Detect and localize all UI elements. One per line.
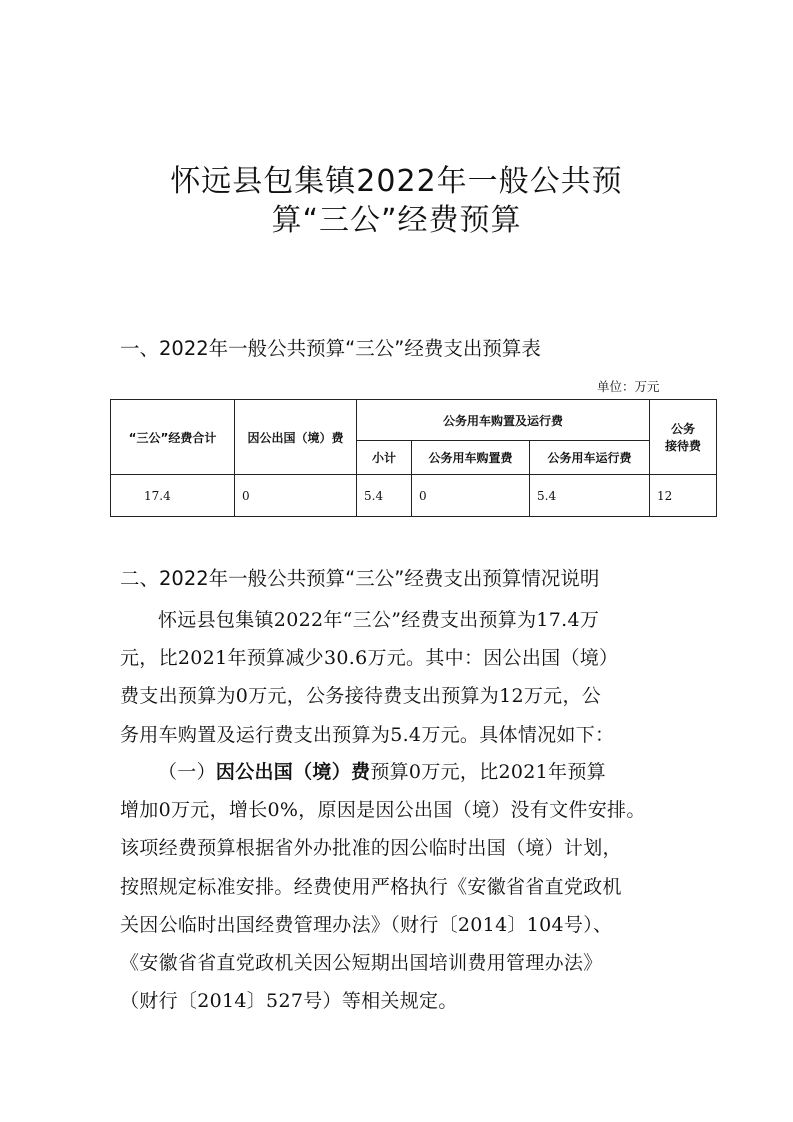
budget-table (110, 399, 717, 517)
paragraph-line: 务用车购置及运行费支出预算为5.4万元。具体情况如下： (120, 723, 615, 746)
paragraph-line: 增加0万元，增长0%，原因是因公出国（境）没有文件安排。 (120, 799, 646, 822)
paragraph-line: 关因公临时出国经费管理办法》（财行〔2014〕104号）、 (120, 913, 613, 936)
paragraph-line: 怀远县包集镇2022年“三公”经费支出预算为17.4万 (158, 609, 600, 631)
paragraph-line: 该项经费预算根据省外办批准的因公临时出国（境）计划， (120, 837, 622, 860)
header-reception-line-2: 接待费 (665, 439, 702, 453)
cell-overseas: 0 (235, 475, 357, 517)
header-vehicle-purchase: 公务用车购置费 (412, 441, 530, 475)
paragraph-text: 预算0万元，比2021年预算 (370, 761, 606, 783)
section-heading-explanation: 二、2022年一般公共预算“三公”经费支出预算情况说明 (120, 567, 600, 590)
header-overseas: 因公出国（境）费 (235, 400, 357, 475)
paragraph-line: （财行〔2014〕527号）等相关规定。 (120, 990, 458, 1013)
paragraph-line: 《安徽省省直党政机关因公短期出国培训费用管理办法》 (120, 952, 603, 975)
header-subtotal: 小计 (357, 441, 412, 475)
header-reception-line-1: 公务 (671, 422, 696, 436)
cell-reception: 12 (650, 475, 717, 517)
table-header-row (111, 400, 717, 441)
header-reception (650, 400, 717, 475)
cell-vehicle-operation: 5.4 (530, 475, 650, 517)
header-vehicle-operation: 公务用车运行费 (530, 441, 650, 475)
cell-vehicle-purchase: 0 (412, 475, 530, 517)
paragraph-line: 按照规定标准安排。经费使用严格执行《安徽省省直党政机 (120, 875, 622, 898)
page-title-line-1: 怀远县包集镇2022年一般公共预 (170, 164, 623, 199)
table-row (111, 475, 717, 517)
unit-label: 单位：万元 (597, 379, 660, 394)
paragraph-summary (120, 601, 660, 754)
paragraph-line: 元，比2021年预算减少30.6万元。其中：因公出国（境） (120, 647, 619, 670)
cell-subtotal: 5.4 (357, 475, 412, 517)
paragraph-overseas (120, 753, 660, 1020)
paragraph-first-line (120, 753, 660, 791)
page-title-line-2: 算“三公”经费预算 (271, 203, 522, 238)
section-heading-table: 一、2022年一般公共预算“三公”经费支出预算表 (120, 337, 541, 360)
cell-total: 17.4 (111, 475, 235, 517)
paragraph-line: 费支出预算为0万元，公务接待费支出预算为12万元，公 (120, 685, 602, 708)
item-title: 因公出国（境）费 (215, 761, 371, 783)
item-number: （一） (158, 761, 216, 783)
header-total: “三公”经费合计 (111, 400, 235, 475)
header-vehicle-group: 公务用车购置及运行费 (357, 400, 650, 441)
